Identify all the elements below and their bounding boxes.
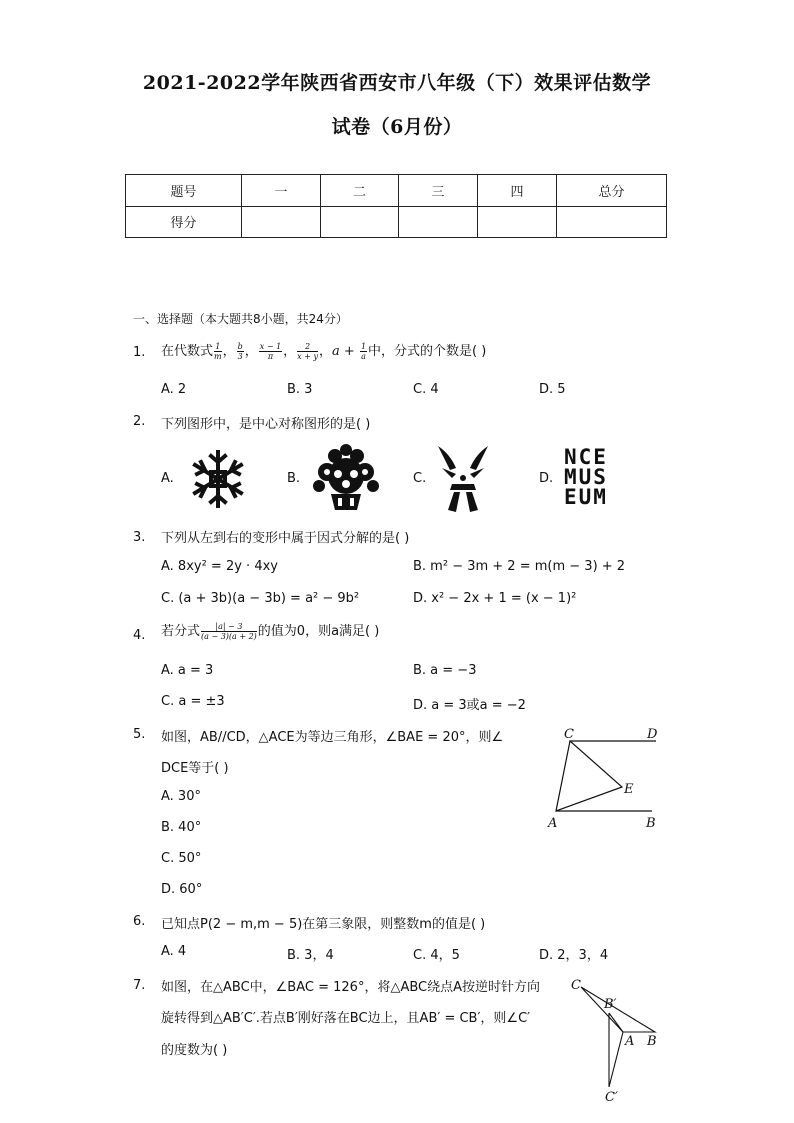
snowflake-pattern-icon[interactable] (185, 446, 251, 512)
question-1-stem: 在代数式 $\frac{1}{m}$ ， $\frac{b}{3}$ ， $\frac{x - 1}{\pi}$ ， $\frac{2}{x + y}$ ，a + $\frac{1}{a}$ 中，分式的个数是( ) (161, 342, 487, 361)
parallel-lines-triangle-figure (540, 724, 666, 832)
option-c[interactable]: C. 4 (413, 382, 439, 397)
option-d[interactable]: D. (539, 471, 554, 486)
expression: a + (332, 344, 359, 359)
option-b[interactable]: B. 3，4 (287, 948, 334, 963)
segment-ab-prime (609, 1013, 623, 1032)
option-d[interactable]: D. 2，3，4 (539, 948, 609, 963)
option-d[interactable]: D. x² − 2x + 1 = (x − 1)² (413, 591, 577, 606)
museum-logo-line: MUS (564, 465, 608, 489)
section-heading: 一、选择题（本大题共8小题，共24分） (133, 312, 348, 326)
question-number: 7. (133, 978, 146, 993)
museum-logo-line: NCE (564, 445, 608, 469)
q1-suffix: 中，分式的个数是( ) (368, 344, 487, 359)
question-number: 4. (133, 628, 146, 643)
point-label-b: B (647, 1034, 657, 1049)
q1-prefix: 在代数式 (161, 344, 214, 359)
question-5-stem-line1: 如图，AB//CD，△ACE为等边三角形，∠BAE = 20°，则∠ (161, 730, 504, 745)
triangle-ace (556, 741, 622, 811)
segment-ac-prime (609, 1032, 623, 1087)
question-5-stem-line2: DCE等于( ) (161, 761, 229, 776)
option-a[interactable]: A. 2 (161, 382, 187, 397)
score-table (125, 174, 667, 238)
score-cell (242, 206, 321, 238)
point-label-a: A (548, 816, 558, 831)
option-d[interactable]: D. a = 3或a = −2 (413, 698, 526, 713)
point-label-c: C (564, 727, 574, 742)
score-header-cell: 二 (321, 175, 399, 207)
rotated-triangle-figure (565, 975, 665, 1105)
score-table-score-row (126, 206, 667, 238)
option-b[interactable]: B. m² − 3m + 2 = m(m − 3) + 2 (413, 559, 626, 574)
fraction: $\frac{|a| - 3}{(a - 3)(a + 2)}$ (201, 622, 257, 641)
score-header-cell: 题号 (126, 175, 242, 207)
option-b[interactable]: B. (287, 471, 301, 486)
mask-pattern-icon[interactable] (432, 440, 494, 514)
fraction: $\frac{b}{3}$ (237, 342, 243, 361)
question-6-stem: 已知点P(2 − m,m − 5)在第三象限，则整数m的值是( ) (161, 917, 486, 932)
score-table-header-row (126, 175, 667, 207)
museum-logo-pattern[interactable] (564, 447, 628, 507)
point-label-a: A (625, 1034, 635, 1049)
q4-prefix: 若分式 (161, 624, 201, 639)
option-c[interactable]: C. a = ±3 (161, 694, 225, 709)
exam-title-line2: 试卷（6月份） (331, 116, 463, 138)
option-a[interactable]: A. 8xy² = 2y · 4xy (161, 559, 278, 574)
option-a[interactable]: A. a = 3 (161, 663, 214, 678)
question-3-stem: 下列从左到右的变形中属于因式分解的是( ) (161, 531, 410, 546)
option-a[interactable]: A. 4 (161, 944, 187, 959)
question-2-stem: 下列图形中，是中心对称图形的是( ) (161, 417, 371, 432)
option-b[interactable]: B. 40° (161, 820, 202, 835)
score-header-cell: 四 (478, 175, 557, 207)
option-b[interactable]: B. a = −3 (413, 663, 477, 678)
option-a[interactable]: A. (161, 471, 174, 486)
question-number: 3. (133, 530, 146, 545)
score-cell (321, 206, 399, 238)
point-label-c-prime: C′ (605, 1090, 618, 1105)
question-number: 2. (133, 414, 146, 429)
option-c[interactable]: C. 4，5 (413, 948, 460, 963)
question-7-stem-line3: 的度数为( ) (161, 1043, 228, 1058)
question-7-stem-line2: 旋转得到△AB′C′.若点B′刚好落在BC边上，且AB′ = CB′，则∠C′ (161, 1011, 531, 1026)
museum-logo-line: EUM (564, 485, 608, 509)
score-cell (478, 206, 557, 238)
option-b[interactable]: B. 3 (287, 382, 313, 397)
point-label-e: E (624, 782, 634, 797)
question-number: 6. (133, 914, 146, 929)
option-c[interactable]: C. 50° (161, 851, 202, 866)
score-cell (557, 206, 667, 238)
score-header-cell: 一 (242, 175, 321, 207)
option-c[interactable]: C. (a + 3b)(a − 3b) = a² − 9b² (161, 591, 360, 606)
fraction: $\frac{1}{m}$ (214, 342, 222, 361)
question-7-stem-line1: 如图，在△ABC中，∠BAC = 126°，将△ABC绕点A按逆时针方向 (161, 980, 540, 995)
score-header-cell: 总分 (557, 175, 667, 207)
option-a[interactable]: A. 30° (161, 789, 201, 804)
fraction: $\frac{2}{x + y}$ (297, 342, 318, 361)
option-d[interactable]: D. 5 (539, 382, 566, 397)
point-label-b-prime: B′ (604, 997, 617, 1012)
exam-title-line1: 2021-2022学年陕西省西安市八年级（下）效果评估数学 (142, 72, 652, 94)
fraction: $\frac{x - 1}{\pi}$ (259, 342, 282, 361)
question-4-stem (161, 620, 379, 641)
option-d[interactable]: D. 60° (161, 882, 203, 897)
flower-basket-pattern-icon[interactable] (307, 442, 385, 514)
fraction: $\frac{1}{a}$ (360, 342, 367, 361)
option-c[interactable]: C. (413, 471, 427, 486)
score-row-label: 得分 (126, 206, 242, 238)
question-number: 5. (133, 727, 146, 742)
score-header-cell: 三 (399, 175, 478, 207)
point-label-c: C (571, 978, 581, 993)
q4-suffix: 的值为0，则a满足( ) (257, 624, 380, 639)
point-label-b: B (646, 816, 656, 831)
question-number: 1. (133, 345, 146, 360)
score-cell (399, 206, 478, 238)
point-label-d: D (647, 727, 658, 742)
